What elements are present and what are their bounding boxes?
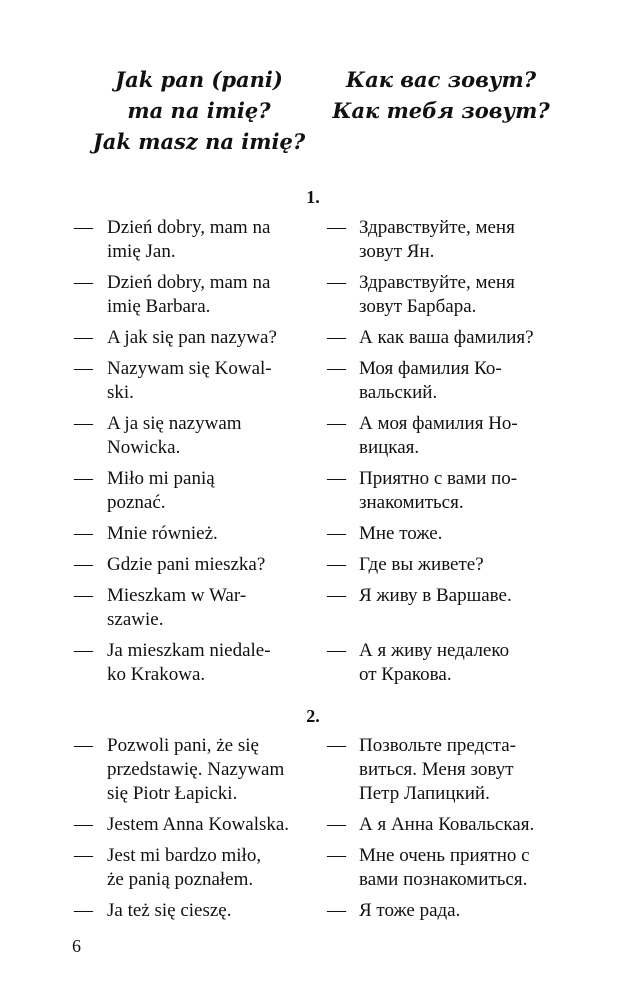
dialogue-text bbox=[107, 326, 307, 350]
title-russian-line: Как вас зовут? bbox=[345, 67, 536, 92]
dialogue-text-line: Miło mi panią bbox=[107, 468, 215, 489]
dialogue-dash: — bbox=[74, 554, 93, 575]
dialogue-text-line: Gdzie pani mieszka? bbox=[107, 554, 266, 575]
dialogue-dash: — bbox=[74, 272, 93, 293]
dialogue-text-line: Приятно с вами по- bbox=[359, 468, 518, 489]
dialogue-text-line: Jestem Anna Kowalska. bbox=[107, 814, 290, 835]
dialogue-dash: — bbox=[74, 523, 93, 544]
dialogue-text bbox=[359, 326, 569, 350]
dialogue-text-line: imię Barbara. bbox=[107, 296, 211, 317]
dialogue-dash: — bbox=[327, 845, 346, 866]
dialogue-text bbox=[107, 899, 307, 923]
dialogue-text bbox=[107, 813, 307, 837]
dialogue-text bbox=[107, 467, 307, 515]
dialogue-dash: — bbox=[327, 217, 346, 238]
dialogue-text-line: Nowicka. bbox=[107, 437, 181, 458]
dialogue-text-line: Ja mieszkam niedale- bbox=[107, 640, 271, 661]
dialogue-text-line: Мне тоже. bbox=[359, 523, 443, 544]
dialogue-dash: — bbox=[74, 814, 93, 835]
dialogue-text-line: знакомиться. bbox=[359, 492, 464, 513]
page-title bbox=[0, 64, 626, 164]
dialogue-text-line: от Кракова. bbox=[359, 664, 452, 685]
dialogue-text bbox=[107, 357, 307, 405]
dialogue-text-line: Здравствуйте, меня bbox=[359, 217, 515, 238]
dialogue-text-line: Dzień dobry, mam na bbox=[107, 272, 271, 293]
dialogue-text-line: Ja też się cieszę. bbox=[107, 900, 232, 921]
dialogue-dash: — bbox=[327, 358, 346, 379]
dialogue-text bbox=[359, 813, 569, 837]
dialogue-text bbox=[359, 553, 569, 577]
dialogue-dash: — bbox=[74, 845, 93, 866]
dialogue-text-line: A ja się nazywam bbox=[107, 413, 242, 434]
title-polish-line: Jak pan (pani) bbox=[115, 67, 283, 92]
dialogue-text-line: ski. bbox=[107, 382, 134, 403]
dialogue-text-line: вами познакомиться. bbox=[359, 869, 528, 890]
dialogue-dash: — bbox=[327, 900, 346, 921]
dialogue-text bbox=[359, 899, 569, 923]
dialogue-dash: — bbox=[74, 585, 93, 606]
dialogue-text bbox=[359, 734, 569, 806]
dialogue-text bbox=[107, 216, 307, 264]
dialogue-dash: — bbox=[74, 217, 93, 238]
title-russian bbox=[330, 64, 552, 126]
dialogue-text-line: że panią poznałem. bbox=[107, 869, 254, 890]
dialogue-text bbox=[359, 522, 569, 546]
dialogue-dash: — bbox=[327, 413, 346, 434]
dialogue-dash: — bbox=[327, 272, 346, 293]
dialogue-text bbox=[359, 639, 569, 687]
dialogue-text-line: Я живу в Варшаве. bbox=[359, 585, 512, 606]
dialogue-text-line: Моя фамилия Ко- bbox=[359, 358, 502, 379]
dialogue-text-line: Nazywam się Kowal- bbox=[107, 358, 272, 379]
dialogue-text-line: А я живу недалеко bbox=[359, 640, 510, 661]
dialogue-text bbox=[359, 584, 569, 608]
dialogue-text-line: imię Jan. bbox=[107, 241, 176, 262]
dialogue-text bbox=[107, 271, 307, 319]
dialogue-text-line: ko Krakowa. bbox=[107, 664, 206, 685]
dialogue-text bbox=[359, 467, 569, 515]
dialogue-text bbox=[359, 844, 569, 892]
dialogue-dash: — bbox=[74, 327, 93, 348]
dialogue-text-line: Я тоже рада. bbox=[359, 900, 461, 921]
dialogue-dash: — bbox=[327, 814, 346, 835]
dialogue-dash: — bbox=[327, 640, 346, 661]
dialogue-text bbox=[107, 584, 307, 632]
dialogue-dash: — bbox=[327, 523, 346, 544]
dialogue-text-line: Jest mi bardzo miło, bbox=[107, 845, 262, 866]
dialogue-dash: — bbox=[327, 468, 346, 489]
section-1-heading: 1. bbox=[306, 187, 320, 207]
dialogue-text bbox=[107, 553, 307, 577]
dialogue-text bbox=[359, 271, 569, 319]
dialogue-text bbox=[359, 412, 569, 460]
dialogue-text-line: зовут Барбара. bbox=[359, 296, 477, 317]
dialogue-text bbox=[107, 522, 307, 546]
dialogue-dash: — bbox=[74, 468, 93, 489]
page-number: 6 bbox=[72, 936, 81, 956]
dialogue-text bbox=[107, 639, 307, 687]
dialogue-text-line: виться. Меня зовут bbox=[359, 759, 514, 780]
dialogue-text-line: Позвольте предста- bbox=[359, 735, 516, 756]
dialogue-text bbox=[107, 844, 307, 892]
dialogue-text-line: A jak się pan nazywa? bbox=[107, 327, 277, 348]
dialogue-text-line: зовут Ян. bbox=[359, 241, 435, 262]
dialogue-text-line: Где вы живете? bbox=[359, 554, 484, 575]
dialogue-text bbox=[107, 412, 307, 460]
dialogue-dash: — bbox=[74, 735, 93, 756]
dialogue-text-line: się Piotr Łapicki. bbox=[107, 783, 238, 804]
dialogue-text-line: Здравствуйте, меня bbox=[359, 272, 515, 293]
dialogue-text-line: poznać. bbox=[107, 492, 166, 513]
dialogue-text-line: Mieszkam w War- bbox=[107, 585, 247, 606]
title-polish-line: Jak masz na imię? bbox=[92, 129, 306, 154]
dialogue-dash: — bbox=[327, 554, 346, 575]
dialogue-dash: — bbox=[327, 585, 346, 606]
dialogue-dash: — bbox=[327, 327, 346, 348]
dialogue-text-line: А как ваша фамилия? bbox=[359, 327, 534, 348]
section-2-heading: 2. bbox=[306, 706, 320, 726]
dialogue-text-line: Dzień dobry, mam na bbox=[107, 217, 271, 238]
title-russian-line: Как тебя зовут? bbox=[332, 98, 550, 123]
dialogue-text bbox=[107, 734, 307, 806]
dialogue-text-line: przedstawię. Nazywam bbox=[107, 759, 285, 780]
dialogue-text-line: вальский. bbox=[359, 382, 438, 403]
dialogue-text bbox=[359, 216, 569, 264]
dialogue-dash: — bbox=[74, 640, 93, 661]
dialogue-dash: — bbox=[327, 735, 346, 756]
title-polish bbox=[88, 64, 310, 157]
dialogue-text-line: Pozwoli pani, że się bbox=[107, 735, 259, 756]
dialogue-dash: — bbox=[74, 900, 93, 921]
title-polish-line: ma na imię? bbox=[127, 98, 271, 123]
dialogue-text-line: А я Анна Ковальская. bbox=[359, 814, 535, 835]
dialogue-text-line: Мне очень приятно с bbox=[359, 845, 530, 866]
dialogue-dash: — bbox=[74, 358, 93, 379]
dialogue-text-line: А моя фамилия Но- bbox=[359, 413, 518, 434]
dialogue-text-line: вицкая. bbox=[359, 437, 420, 458]
dialogue-text bbox=[359, 357, 569, 405]
dialogue-text-line: Mnie również. bbox=[107, 523, 218, 544]
dialogue-dash: — bbox=[74, 413, 93, 434]
dialogue-text-line: szawie. bbox=[107, 609, 164, 630]
dialogue-text-line: Петр Лапицкий. bbox=[359, 783, 490, 804]
